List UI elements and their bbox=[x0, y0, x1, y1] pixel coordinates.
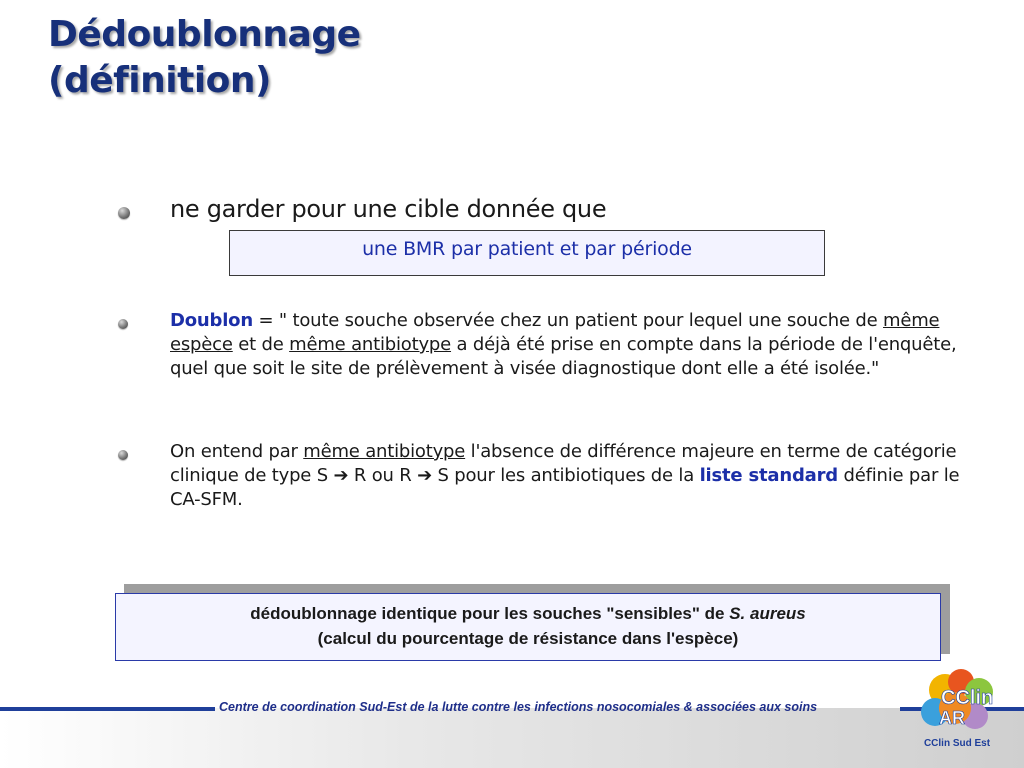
bullet-icon bbox=[118, 319, 128, 329]
bullet-icon bbox=[118, 450, 128, 460]
callout-line-1-prefix: dédoublonnage identique pour les souches "sensibles" de bbox=[250, 604, 730, 623]
arrow-right-icon: ➔ bbox=[333, 465, 349, 486]
liste-standard-term: liste standard bbox=[699, 465, 838, 486]
bmr-highlight-text: une BMR par patient et par période bbox=[362, 238, 692, 260]
bullet-3-part1: On entend par bbox=[170, 441, 304, 462]
bullet-1-text: ne garder pour une cible donnée que bbox=[170, 195, 607, 223]
bullet-3-text bbox=[170, 440, 970, 512]
logo-cclin-text: CClin bbox=[941, 687, 994, 709]
logo-caption: CClin Sud Est bbox=[923, 738, 991, 749]
arrow-right-icon: ➔ bbox=[417, 465, 432, 486]
meme-antibiotype-term: même antibiotype bbox=[289, 334, 452, 355]
bullet-2-part3: a déjà été prise en compte dans la période de l'enquête, quel que soit le site de prélèvement à visée diagnostique dont elle a été isolée." bbox=[170, 334, 957, 379]
bullet-3-part4: S pour les antibiotiques de la bbox=[431, 465, 700, 486]
callout-line-1 bbox=[116, 601, 940, 626]
title-line-1: Dédoublonnage bbox=[48, 14, 361, 55]
page-title bbox=[48, 12, 361, 104]
callout-species: S. aureus bbox=[729, 604, 806, 623]
logo-ar-text: AR bbox=[939, 708, 965, 728]
meme-antibiotype-term: même antibiotype bbox=[303, 441, 466, 462]
doublon-term: Doublon bbox=[170, 310, 253, 331]
callout-line-2: (calcul du pourcentage de résistance dans l'espèce) bbox=[317, 629, 739, 648]
footer-band bbox=[0, 708, 1024, 768]
callout-box bbox=[115, 593, 941, 661]
title-line-2: (définition) bbox=[48, 60, 271, 101]
bullet-2-text bbox=[170, 309, 970, 381]
meme-espece-term: même espèce bbox=[170, 310, 940, 355]
bullet-icon bbox=[118, 207, 130, 219]
bmr-highlight-box bbox=[229, 230, 825, 276]
footer-rule-left bbox=[0, 707, 215, 711]
bullet-3-part2: l'absence de différence majeure en terme de catégorie clinique de type S bbox=[170, 441, 957, 486]
bullet-3-part3: R ou R bbox=[348, 465, 418, 486]
bullet-2-part1: = " toute souche observée chez un patient pour lequel une souche de bbox=[252, 310, 884, 331]
footer-text: Centre de coordination Sud-Est de la lutte contre les infections nosocomiales & associées aux soins bbox=[219, 700, 818, 714]
bullet-2-part2: et de bbox=[232, 334, 290, 355]
cclin-logo bbox=[905, 668, 1017, 764]
bullet-3-part5: définie par le CA-SFM. bbox=[170, 465, 960, 510]
